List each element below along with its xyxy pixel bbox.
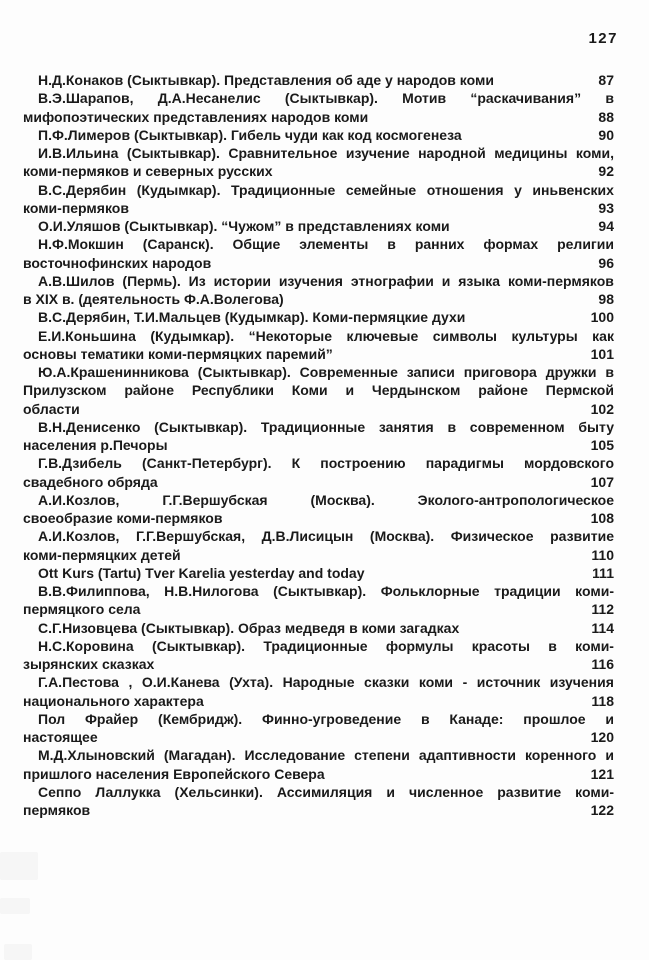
toc-text-fragment: истории	[213, 272, 271, 289]
toc-text-fragment: (Пермь).	[122, 272, 181, 289]
toc-line-with-page	[23, 509, 614, 527]
toc-text-fragment: Пол	[38, 710, 66, 727]
toc-text-fragment: языка	[458, 272, 501, 289]
scan-artifact	[0, 898, 30, 914]
toc-entry-text: зырянских сказках	[23, 656, 155, 672]
toc-entry-page-number: 90	[598, 126, 614, 143]
toc-text-fragment: в	[387, 236, 396, 253]
toc-text-fragment: у	[514, 181, 522, 198]
toc-text-fragment: развитие	[497, 783, 562, 800]
toc-entry	[23, 710, 614, 747]
toc-text-fragment: и	[605, 710, 614, 727]
toc-text-fragment: (Сыктывкар).	[197, 364, 291, 380]
toc-text-fragment: коми-	[575, 583, 614, 599]
toc-entry-page-number: 101	[590, 345, 614, 362]
toc-entry-page-number: 122	[590, 802, 614, 818]
toc-line-with-page	[23, 728, 614, 746]
toc-line	[23, 144, 614, 162]
toc-text-fragment: медицины	[494, 145, 568, 161]
toc-text-fragment: и	[345, 382, 355, 399]
toc-line-with-page	[23, 655, 614, 673]
toc-entry-text: коми-пермяков и северных русских	[23, 163, 273, 180]
toc-text-fragment: (Москва).	[369, 528, 435, 545]
toc-text-fragment: ,	[128, 674, 133, 691]
toc-entry	[23, 527, 614, 564]
toc-entry-page-number: 96	[598, 254, 614, 271]
toc-entry-text: пермяцкого села	[23, 601, 141, 618]
toc-entry	[23, 564, 614, 582]
toc-text-fragment: А.И.Козлов,	[38, 528, 120, 545]
toc-text-fragment: -	[462, 674, 468, 691]
toc-entry-text: коми-пермяков	[23, 199, 129, 216]
toc-entry-text: Н.Д.Конаков (Сыктывкар). Представления об аде у народов коми	[38, 72, 494, 88]
toc-text-fragment: (Сыктывкар).	[273, 583, 367, 599]
toc-entry	[23, 235, 614, 272]
toc-entry-text: свадебного обряда	[23, 473, 158, 490]
toc-text-fragment: Фрайер	[84, 710, 139, 727]
toc-entry-page-number: 98	[598, 291, 614, 307]
toc-entry	[23, 746, 614, 783]
toc-entry-page-number: 88	[598, 108, 614, 125]
toc-text-fragment: Г.Г.Вершубская,	[135, 528, 246, 545]
toc-text-fragment: (Москва).	[310, 491, 375, 508]
toc-text-fragment: районе	[124, 382, 175, 399]
toc-text-fragment: А.В.Шилов	[38, 272, 115, 289]
toc-text-fragment: Республики	[191, 382, 274, 399]
toc-text-fragment: изучения	[278, 272, 343, 289]
toc-line-with-page	[23, 71, 614, 89]
toc-text-fragment: Из	[188, 272, 206, 289]
toc-text-fragment: прошлое	[523, 710, 586, 727]
toc-text-fragment: районе	[478, 382, 528, 399]
toc-entry	[23, 673, 614, 710]
toc-text-fragment: В.В.Филиппова,	[38, 583, 150, 599]
toc-text-fragment: коми-	[575, 783, 614, 800]
toc-text-fragment: формулы	[385, 637, 454, 654]
toc-text-fragment: формах	[483, 236, 539, 253]
toc-text-fragment: мордовского	[524, 455, 614, 472]
toc-line-with-page	[23, 308, 614, 326]
toc-text-fragment: элементы	[299, 236, 369, 253]
toc-text-fragment: Н.С.Коровина	[38, 637, 134, 654]
toc-text-fragment: “раскачивания”	[470, 90, 582, 107]
toc-text-fragment: изучения	[549, 674, 614, 691]
toc-entry-text: пришлого населения Европейского Севера	[23, 765, 325, 782]
toc-text-fragment: Д.В.Лисицын	[261, 528, 354, 545]
toc-line	[23, 582, 614, 600]
toc-line	[23, 327, 614, 345]
toc-line	[23, 418, 614, 436]
toc-entry-page-number: 92	[598, 163, 614, 180]
toc-entry	[23, 327, 614, 364]
toc-text-fragment: (Сыктывкар).	[284, 90, 378, 107]
toc-text-fragment: Д.А.Несанелис	[157, 90, 261, 107]
toc-text-fragment: иньвенских	[532, 181, 614, 198]
toc-text-fragment: дружки	[545, 364, 597, 380]
toc-line	[23, 381, 614, 399]
toc-text-fragment: (Кудымкар).	[136, 181, 221, 198]
toc-entry-page-number: 87	[598, 72, 614, 88]
page-number: 127	[588, 30, 618, 47]
toc-line	[23, 746, 614, 764]
toc-text-fragment: Чердынском	[371, 382, 461, 399]
toc-text-fragment: в	[420, 710, 430, 727]
toc-entry	[23, 637, 614, 674]
toc-line	[23, 454, 614, 472]
toc-text-fragment: Общие	[232, 236, 281, 253]
toc-text-fragment: Ассимиляция	[276, 783, 373, 800]
toc-text-fragment: Сравнительное	[228, 145, 338, 161]
toc-entry	[23, 454, 614, 491]
toc-entry-page-number: 111	[592, 564, 614, 581]
toc-entry	[23, 582, 614, 619]
toc-entry-page-number: 114	[591, 619, 614, 636]
toc-text-fragment: парадигмы	[425, 455, 504, 472]
toc-entry-text: настоящее	[23, 729, 98, 745]
toc-text-fragment: и	[386, 783, 395, 800]
toc-text-fragment: развитие	[550, 528, 614, 545]
toc-entry	[23, 126, 614, 144]
toc-line-with-page	[23, 765, 614, 783]
toc-line	[23, 363, 614, 381]
toc-line-with-page	[23, 126, 614, 144]
toc-text-fragment: и	[605, 747, 614, 764]
toc-entry-text: в XIX в. (деятельность Ф.А.Волегова)	[23, 291, 284, 307]
toc-text-fragment: символы	[432, 327, 497, 344]
toc-text-fragment: семейные	[345, 181, 417, 198]
toc-entry-page-number: 120	[590, 729, 614, 745]
toc-entry-page-number: 94	[598, 218, 614, 234]
toc-text-fragment: ранних	[414, 236, 465, 253]
toc-entry-text: Ott Kurs (Tartu) Tver Karelia yesterday and today	[38, 564, 365, 581]
toc-line	[23, 637, 614, 655]
scan-artifact	[0, 852, 38, 880]
toc-text-fragment: численное	[408, 783, 484, 800]
toc-text-fragment: В.С.Дерябин	[38, 181, 127, 198]
toc-text-fragment: Фольклорные	[380, 583, 480, 599]
toc-text-fragment: Н.В.Нилогова	[164, 583, 259, 599]
toc-entry-page-number: 102	[590, 400, 614, 417]
toc-text-fragment: культуры	[511, 327, 578, 344]
toc-text-fragment: коми-	[575, 637, 614, 654]
toc-entry-text: О.И.Уляшов (Сыктывкар). “Чужом” в представлениях коми	[38, 218, 450, 234]
toc-text-fragment: Г.А.Пестова	[38, 674, 119, 691]
toc-entry	[23, 783, 614, 820]
toc-text-fragment: Народные	[282, 674, 355, 691]
toc-entry-text: П.Ф.Лимеров (Сыктывкар). Гибель чуди как код космогенеза	[38, 126, 462, 143]
toc-text-fragment: коми-пермяков	[507, 272, 614, 289]
toc-text-fragment: в	[605, 364, 614, 380]
toc-entry	[23, 144, 614, 181]
toc-text-fragment: А.И.Козлов,	[38, 491, 120, 508]
toc-text-fragment: (Кудымкар).	[150, 327, 235, 344]
toc-text-fragment: Канаде:	[449, 710, 504, 727]
toc-text-fragment: Традиционные	[231, 181, 336, 198]
toc-text-fragment: В.Э.Шарапов,	[38, 90, 134, 107]
toc-text-fragment: М.Д.Хлыновский	[38, 747, 155, 764]
toc-entry-text: пермяков	[23, 802, 91, 818]
toc-entry	[23, 619, 614, 637]
toc-text-fragment: (Сыктывкар).	[126, 145, 220, 161]
toc-text-fragment: отношения	[426, 181, 504, 198]
toc-text-fragment: Сеппо	[38, 783, 82, 800]
toc-entry	[23, 181, 614, 218]
toc-entry	[23, 217, 614, 235]
toc-text-fragment: Г.Г.Вершубская	[162, 491, 268, 508]
toc-text-fragment: народной	[418, 145, 486, 161]
toc-line	[23, 527, 614, 545]
toc-text-fragment: этнографии	[350, 272, 434, 289]
toc-text-fragment: Лаллукка	[95, 783, 161, 800]
toc-entry-page-number: 116	[591, 656, 614, 672]
toc-entry-page-number: 100	[590, 309, 614, 326]
toc-text-fragment: (Сыктывкар).	[154, 418, 248, 435]
toc-text-fragment: Е.И.Коньшина	[38, 327, 136, 344]
toc-text-fragment: Традиционные	[260, 418, 366, 435]
toc-line	[23, 491, 614, 509]
toc-text-fragment: Г.В.Дзибель	[38, 455, 122, 472]
toc-line-with-page	[23, 400, 614, 418]
toc-entry	[23, 272, 614, 309]
toc-text-fragment: современном	[469, 418, 565, 435]
toc-line	[23, 673, 614, 691]
toc-line-with-page	[23, 162, 614, 180]
toc-line-with-page	[23, 546, 614, 564]
toc-line-with-page	[23, 217, 614, 235]
toc-line-with-page	[23, 345, 614, 363]
toc-entry	[23, 89, 614, 126]
toc-text-fragment: Эколого-антропологическое	[417, 491, 614, 508]
toc-text-fragment: Финно-угроведение	[262, 710, 402, 727]
toc-entry	[23, 363, 614, 418]
toc-line-with-page	[23, 108, 614, 126]
toc-text-fragment: в	[447, 418, 457, 435]
toc-line	[23, 89, 614, 107]
toc-line	[23, 783, 614, 801]
toc-entry	[23, 418, 614, 455]
toc-text-fragment: занятия	[378, 418, 434, 435]
toc-text-fragment: “Некоторые	[248, 327, 333, 344]
toc-text-fragment: Н.Ф.Мокшин	[38, 236, 124, 253]
toc-entry-page-number: 118	[591, 692, 614, 709]
toc-text-fragment: записи	[406, 364, 455, 380]
toc-text-fragment: религии	[557, 236, 614, 253]
toc-entry-text: восточнофинских народов	[23, 254, 212, 271]
toc-text-fragment: красоты	[471, 637, 530, 654]
toc-line	[23, 710, 614, 728]
toc-line-with-page	[23, 801, 614, 819]
toc-entry-text: В.С.Дерябин, Т.И.Мальцев (Кудымкар). Коми-пермяцкие духи	[38, 309, 466, 326]
toc-text-fragment: приговора	[463, 364, 537, 380]
toc-entry-text: национального характера	[23, 692, 204, 709]
toc-text-fragment: коренного	[524, 747, 597, 764]
toc-line-with-page	[23, 473, 614, 491]
toc-entry-text: коми-пермяцких детей	[23, 546, 181, 563]
toc-entry-text: мифопоэтических представлениях народов коми	[23, 108, 369, 125]
toc-text-fragment: К	[291, 455, 301, 472]
toc-text-fragment: И.В.Ильина	[38, 145, 119, 161]
toc-line-with-page	[23, 254, 614, 272]
toc-text-fragment: Физическое	[450, 528, 534, 545]
toc-line	[23, 235, 614, 253]
toc-text-fragment: Коми	[291, 382, 328, 399]
toc-entry	[23, 491, 614, 528]
toc-text-fragment: и	[441, 272, 451, 289]
toc-text-fragment: (Саранск).	[142, 236, 214, 253]
toc-text-fragment: (Кембридж).	[158, 710, 243, 727]
toc-text-fragment: коми	[418, 674, 454, 691]
toc-text-fragment: как	[592, 327, 614, 344]
toc-text-fragment: коми,	[575, 145, 614, 161]
toc-text-fragment: в	[548, 637, 557, 654]
toc-text-fragment: Прилузском	[23, 382, 107, 399]
toc-line	[23, 272, 614, 290]
toc-line-with-page	[23, 619, 614, 637]
toc-entry-page-number: 121	[590, 765, 614, 782]
toc-line-with-page	[23, 600, 614, 618]
toc-entry-text: С.Г.Низовцева (Сыктывкар). Образ медведя в коми загадках	[38, 619, 460, 636]
toc-text-fragment: Исследование	[244, 747, 346, 764]
toc-text-fragment: В.Н.Денисенко	[38, 418, 141, 435]
toc-entry-text: основы тематики коми-пермяцких паремий”	[23, 345, 333, 362]
toc-text-fragment: традиции	[494, 583, 561, 599]
toc-text-fragment: О.И.Канева	[141, 674, 220, 691]
toc-line-with-page	[23, 436, 614, 454]
toc-entry-text: населения р.Печоры	[23, 437, 168, 453]
toc-entry-page-number: 93	[598, 199, 614, 216]
toc-text-fragment: источник	[476, 674, 541, 691]
toc-text-fragment: сказки	[364, 674, 410, 691]
toc-text-fragment: (Сыктывкар).	[151, 637, 246, 654]
toc-line-with-page	[23, 199, 614, 217]
toc-text-fragment: быту	[578, 418, 614, 435]
toc-entry-page-number: 107	[590, 473, 614, 490]
toc-text-fragment: (Магадан).	[163, 747, 236, 764]
table-of-contents	[23, 71, 614, 819]
toc-entry-page-number: 110	[591, 546, 614, 563]
toc-text-fragment: Традиционные	[263, 637, 368, 654]
toc-text-fragment: (Хельсинки).	[174, 783, 263, 800]
toc-text-fragment: (Санкт-Петербург).	[141, 455, 272, 472]
toc-text-fragment: Современные	[299, 364, 398, 380]
toc-text-fragment: ключевые	[346, 327, 419, 344]
toc-entry-text: области	[23, 400, 80, 417]
toc-line-with-page	[23, 564, 614, 582]
toc-text-fragment: Пермской	[545, 382, 614, 399]
toc-entry-page-number: 112	[591, 601, 614, 618]
toc-text-fragment: Мотив	[402, 90, 447, 107]
toc-text-fragment: изучение	[345, 145, 410, 161]
toc-text-fragment: построению	[320, 455, 406, 472]
toc-entry	[23, 308, 614, 326]
scan-artifact	[4, 944, 32, 960]
toc-text-fragment: адаптивности	[418, 747, 516, 764]
toc-entry-page-number: 108	[590, 510, 614, 526]
toc-line-with-page	[23, 290, 614, 308]
toc-text-fragment: (Ухта).	[229, 674, 274, 691]
toc-entry-page-number: 105	[590, 437, 614, 453]
toc-text-fragment: Ю.А.Крашенинникова	[38, 364, 189, 380]
toc-line-with-page	[23, 692, 614, 710]
toc-text-fragment: степени	[354, 747, 410, 764]
toc-text-fragment: в	[605, 90, 614, 107]
toc-entry	[23, 71, 614, 89]
toc-line	[23, 181, 614, 199]
toc-entry-text: своеобразие коми-пермяков	[23, 510, 223, 526]
